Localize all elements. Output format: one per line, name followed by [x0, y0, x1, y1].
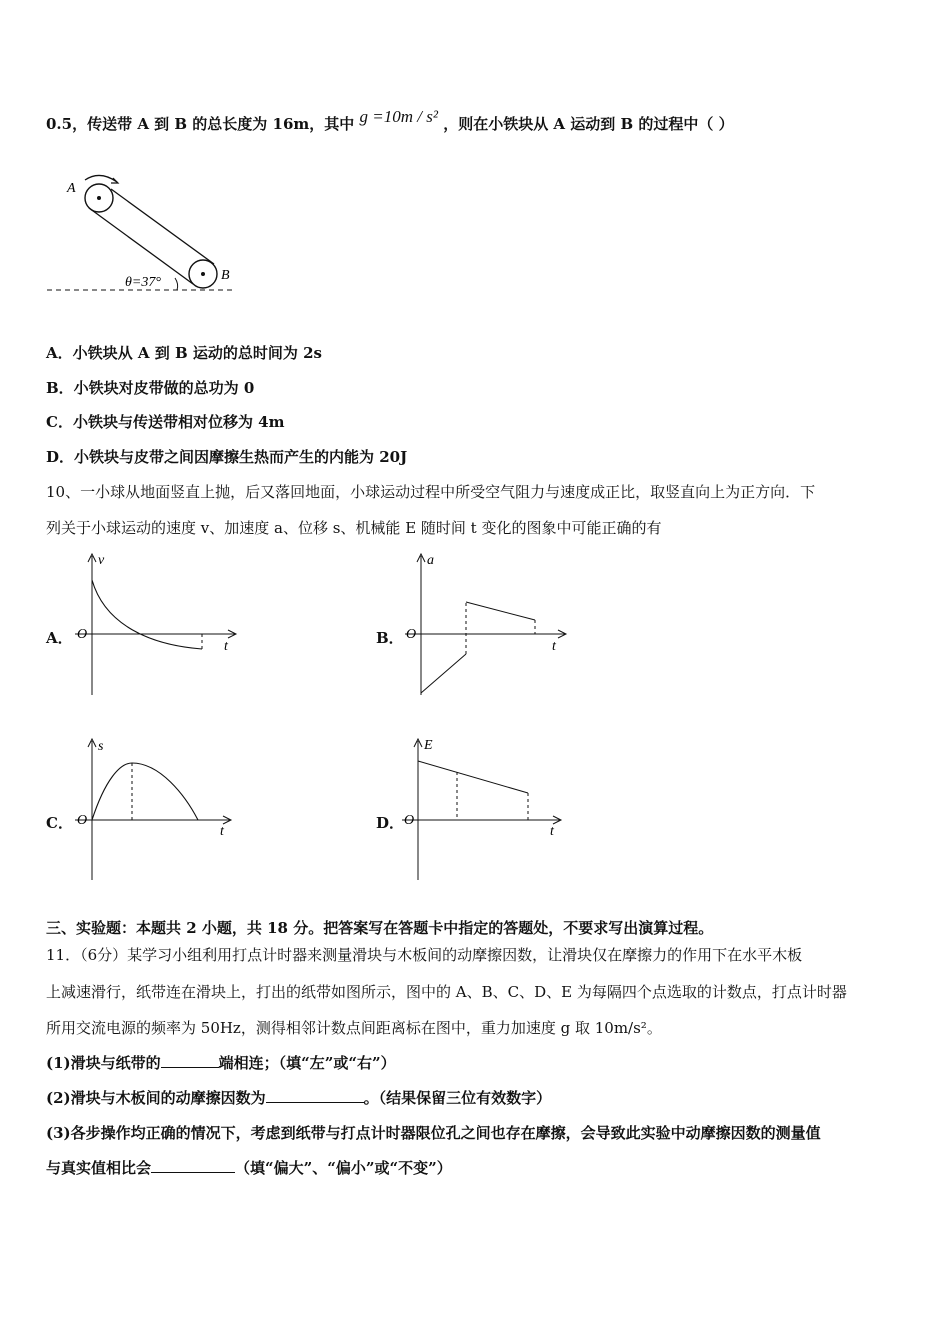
conveyor-belt-figure: [45, 170, 245, 295]
graph-d-energy: [400, 735, 570, 885]
graph-a-ylabel: v: [98, 553, 105, 568]
q11-line1: 11．（6分）某学习小组利用打点计时器来测量滑块与木板间的动摩擦因数，让滑块仅在摩擦力的作用下在水平木板: [46, 946, 803, 964]
answer-blank-1[interactable]: [161, 1053, 219, 1068]
label-b: B: [221, 268, 230, 283]
q10-line1: 10、一小球从地面竖直上抛，后又落回地面，小球运动过程中所受空气阻力与速度成正比，取竖直向上为正方向．下: [46, 483, 816, 501]
graph-b-ylabel: a: [427, 553, 434, 568]
q9-formula: g =10m / s²: [359, 107, 438, 126]
graph-c-xlabel: t: [220, 824, 224, 839]
graph-c-ylabel: s: [98, 739, 104, 754]
graph-a-origin: O: [77, 627, 88, 642]
q11-sub1: [46, 1053, 396, 1073]
answer-blank-3[interactable]: [151, 1158, 235, 1173]
graph-d-xlabel: t: [550, 824, 554, 839]
graph-d-option: D．: [376, 814, 405, 832]
q11-sub3-line2: [46, 1158, 452, 1178]
graph-a-option: A．: [46, 629, 73, 647]
answer-blank-2[interactable]: [266, 1088, 364, 1103]
graph-b-acceleration: [400, 550, 570, 700]
q11-sub2-suffix: 。（结果保留三位有效数字）: [363, 1089, 552, 1107]
label-a: A: [67, 181, 76, 196]
graph-c-origin: O: [77, 813, 88, 828]
q11-sub1-prefix: (1)滑块与纸带的: [46, 1054, 161, 1072]
q10-line2: 列关于小球运动的速度 v、加速度 a、位移 s、机械能 E 随时间 t 变化的图象中可能正确的有: [46, 519, 662, 537]
graph-b-xlabel: t: [552, 639, 556, 654]
q9-option-a: A．小铁块从 A 到 B 运动的总时间为 2s: [46, 344, 322, 362]
graph-d-ylabel: E: [424, 738, 433, 753]
section-3-heading: 三、实验题：本题共 2 小题，共 18 分。把答案写在答题卡中指定的答题处，不要求写出演算过程。: [46, 919, 714, 937]
q9-option-b: B．小铁块对皮带做的总功为 0: [46, 379, 255, 397]
graph-b-origin: O: [406, 627, 417, 642]
graph-c-option: C．: [46, 814, 73, 832]
q11-sub2: [46, 1088, 551, 1108]
q9-option-c: C．小铁块与传送带相对位移为 4m: [46, 413, 285, 431]
q9-stem-suffix: ，则在小铁块从 A 运动到 B 的过程中（ ）: [443, 115, 734, 133]
graph-a-xlabel: t: [224, 639, 228, 654]
q11-sub2-prefix: (2)滑块与木板间的动摩擦因数为: [46, 1089, 266, 1107]
q11-line3: 所用交流电源的频率为 50Hz，测得相邻计数点间距离标在图中，重力加速度 g 取 10m/s²。: [46, 1019, 662, 1037]
graph-d-origin: O: [404, 813, 415, 828]
q9-stem-prefix: 0.5，传送带 A 到 B 的总长度为 16m，其中: [46, 115, 355, 133]
q11-sub3-prefix: 与真实值相比会: [46, 1159, 152, 1177]
q9-stem: [46, 107, 734, 134]
graph-c-displacement: [70, 735, 240, 885]
graph-a-velocity: [70, 550, 240, 700]
q11-sub1-suffix: 端相连；（填“左”或“右”）: [218, 1054, 396, 1072]
q11-line2: 上减速滑行，纸带连在滑块上，打出的纸带如图所示，图中的 A、B、C、D、E 为每隔四个点选取的计数点，打点计时器: [46, 983, 847, 1001]
q11-sub3-line1: (3)各步操作均正确的情况下，考虑到纸带与打点计时器限位孔之间也存在摩擦，会导致此实验中动摩擦因数的测量值: [46, 1124, 821, 1142]
q9-option-d: D．小铁块与皮带之间因摩擦生热而产生的内能为 20J: [46, 448, 408, 466]
graph-b-option: B．: [376, 629, 404, 647]
angle-label: θ=37°: [125, 275, 161, 290]
q11-sub3-suffix: （填“偏大”、“偏小”或“不变”）: [235, 1159, 452, 1177]
